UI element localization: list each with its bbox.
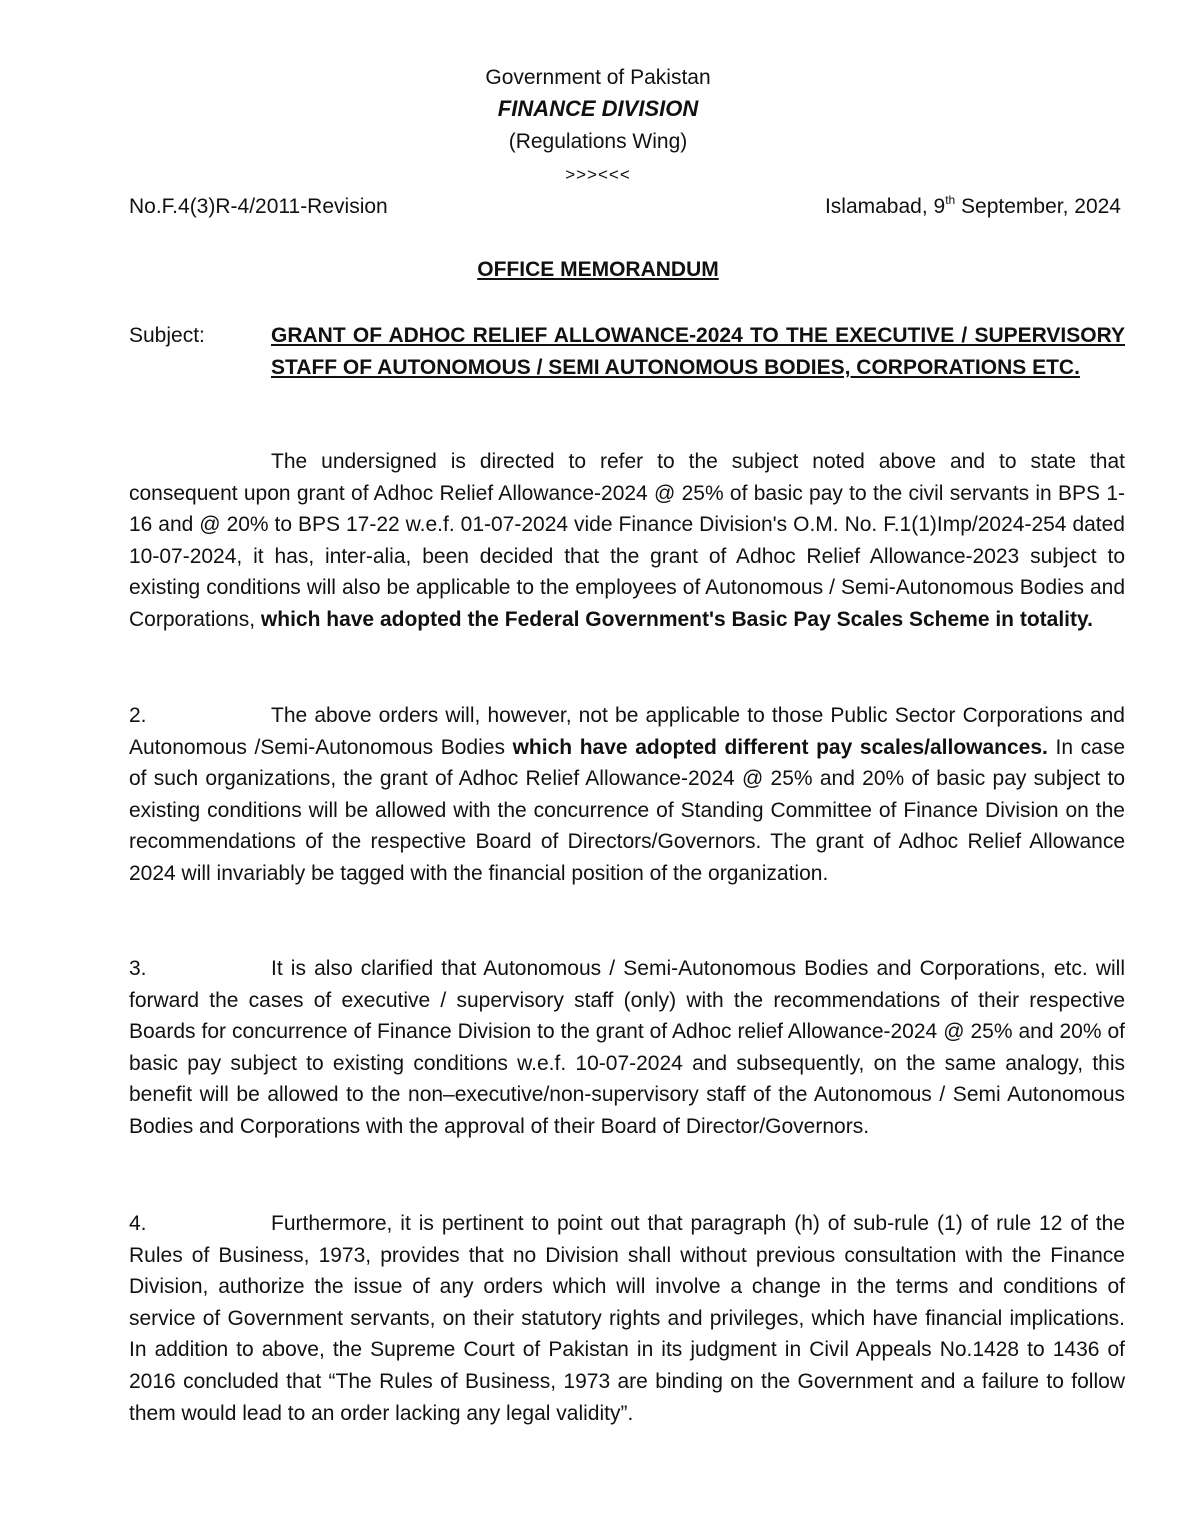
header-separator: >>><<< [565,165,631,184]
header-division: FINANCE DIVISION [497,96,699,121]
subject-text: GRANT OF ADHOC RELIEF ALLOWANCE-2024 TO THE EXECUTIVE / SUPERVISORY STAFF OF AUTONOMOUS / SEMI AUTONOMOUS BODIES, CORPORATIONS ETC. [271,324,1125,379]
paragraph-4-number: 4. [129,1212,147,1235]
header-government: Government of Pakistan [485,66,711,89]
paragraph-3-text: It is also clarified that Autonomous / Semi-Autonomous Bodies and Corporations, etc. will forward the cases of executive / supervisory staff (only) with the recommendations of their respective Boards for concurrence of Finance Division to the grant of Adhoc relief Allowance-2024 @ 25% and 20% of basic pay subject to existing conditions w.e.f. 10-07-2024 and subsequently, on the same analogy, this benefit will be allowed to the non–executive/non-supervisory staff of the Autonomous / Semi Autonomous Bodies and Corporations with the approval of their Board of Director/Governors. [129,957,1125,1138]
date-prefix: Islamabad, 9 [824,195,946,218]
paragraph-1-bold: which have adopted the Federal Government's Basic Pay Scales Scheme in totality. [260,607,1093,631]
paragraph-3-number: 3. [129,957,147,980]
header-wing: (Regulations Wing) [508,130,688,153]
paragraph-4 [129,1208,1125,1429]
reference-date [825,194,1121,220]
date-superscript: th [945,193,956,207]
date-suffix: September, 2024 [955,195,1121,218]
subject-label: Subject: [129,324,205,347]
paragraph-4-text: Furthermore, it is pertinent to point out that paragraph (h) of sub-rule (1) of rule 12 of the Rules of Business, 1973, provides that no Division shall without previous consultation with the Finance Division, authorize the issue of any orders which will involve a change in the terms and conditions of service of Government servants, on their statutory rights and privileges, which have financial implications. In addition to above, the Supreme Court of Pakistan in its judgment in Civil Appeals No.1428 to 1436 of 2016 concluded that “The Rules of Business, 1973 are binding on the Government and a failure to follow them would lead to an order lacking any legal validity”. [129,1212,1125,1425]
paragraph-2-bold: which have adopted different pay scales/allowances. [512,735,1048,759]
reference-number: No.F.4(3)R-4/2011-Revision [129,195,388,218]
paragraph-2-text-a: The above orders will, however, not be applicable to those Public Sector Corporations and Autonomous /Semi-Autonomous Bodies [129,704,1125,759]
paragraph-2 [129,700,1125,890]
memo-title: OFFICE MEMORANDUM [477,258,719,281]
paragraph-1 [129,446,1125,636]
paragraph-2-text-b: In case of such organizations, the grant of Adhoc Relief Allowance-2024 @ 25% and 20% of basic pay subject to existing conditions will be allowed with the concurrence of Standing Committee of Finance Division on the recommendations of the respective Board of Directors/Governors. The grant of Adhoc Relief Allowance 2024 will invariably be tagged with the financial position of the organization. [129,735,1125,885]
paragraph-1-text: The undersigned is directed to refer to the subject noted above and to state that consequent upon grant of Adhoc Relief Allowance-2024 @ 25% of basic pay to the civil servants in BPS 1-16 and @ 20% to BPS 17-22 w.e.f. 01-07-2024 vide Finance Division's O.M. No. F.1(1)Imp/2024-254 dated 10-07-2024, it has, inter-alia, been decided that the grant of Adhoc Relief Allowance-2023 subject to existing conditions will also be applicable to the employees of Autonomous / Semi-Autonomous Bodies and Corporations, [129,450,1125,631]
paragraph-2-number: 2. [129,704,147,727]
paragraph-3 [129,953,1125,1143]
